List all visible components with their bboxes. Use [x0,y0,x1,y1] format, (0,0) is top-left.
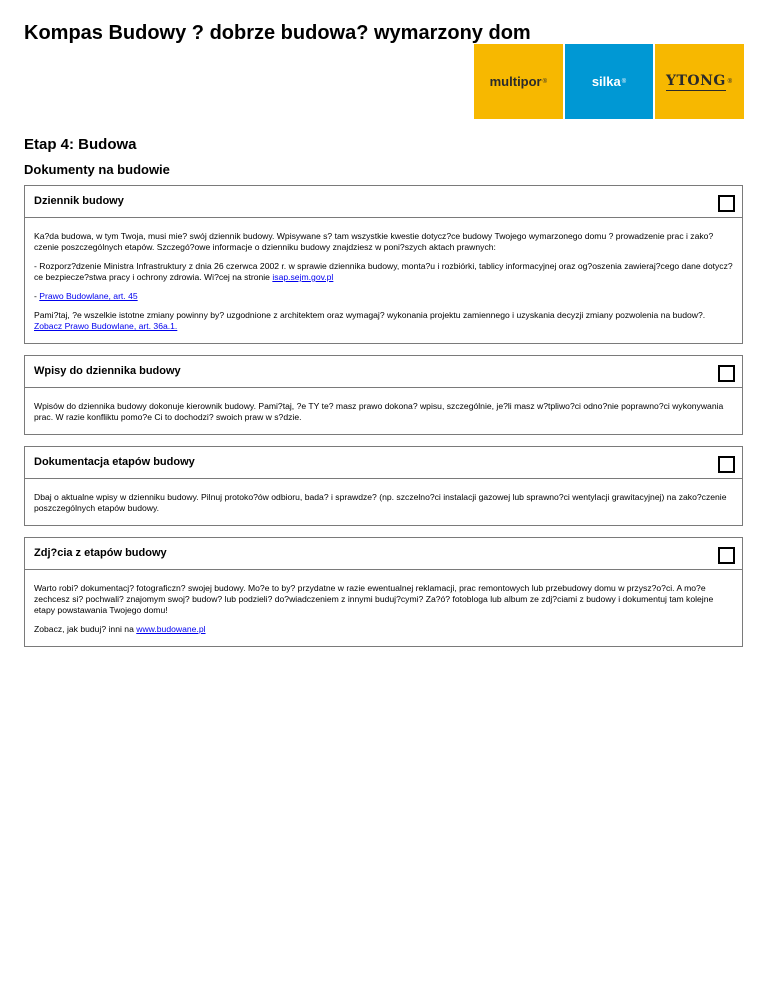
budowane-link[interactable]: www.budowane.pl [136,624,206,634]
checklist-item-body [25,570,742,646]
checklist-item-header [25,538,742,570]
brand-logos [474,44,744,119]
ytong-logo: YTONG ® [655,44,744,119]
multipor-logo: multipor ® [474,44,563,119]
checklist-item-title: Dokumentacja etapów budowy [34,456,195,468]
checklist-item-zdjecia [24,537,743,647]
checklist-item-body [25,479,742,525]
paragraph: Ka?da budowa, w tym Twoja, musi mie? swój dziennik budowy. Wpisywane s? tam wszystkie kwestie dotycz?ce budowy Twojego wymarzonego domu ? prowadzenie prac i zako?czenie poszczególnych etapów. Szczegó?owe informacje o dzienniku budowy znajdziesz w poni?szych aktach prawnych: [34,231,714,252]
checklist-item-body [25,218,742,343]
checklist-checkbox[interactable] [718,365,735,382]
checklist-item-header [25,186,742,218]
checklist-item-title: Wpisy do dziennika budowy [34,365,181,377]
paragraph: Warto robi? dokumentacj? fotograficzn? swojej budowy. Mo?e to by? przydatne w razie ewentualnej reklamacji, prac remontowych lub przebudowy domu w przysz?o?ci. A mo?e zechcesz si? pochwali? znajomym swoj? budow? lub podzieli? do?wiadczeniem z innymi buduj?cymi? Za?ó? fotobloga lub album ze zdj?ciami z budowy i dokumentuj tam kolejne etapy powstawania Twojego domu! [34,583,714,615]
paragraph: Dbaj o aktualne wpisy w dzienniku budowy. Pilnuj protoko?ów odbioru, bada? i sprawdze? (np. szczelno?ci instalacji gazowej lub sprawno?ci wentylacji grawitacyjnej) na zako?czenie poszczególnych etapów budowy. [34,492,727,513]
checklist-item-wpisy [24,355,743,435]
silka-logo: silka ® [565,44,654,119]
stage-title: Etap 4: Budowa [24,136,137,153]
paragraph: Zobacz, jak buduj? inni na www.budowane.pl [34,624,206,634]
checklist-item-title: Zdj?cia z etapów budowy [34,547,167,559]
checklist-item-body [25,388,742,434]
paragraph: - Prawo Budowlane, art. 45 [34,291,138,301]
checklist-checkbox[interactable] [718,547,735,564]
checklist-item-dokumentacja [24,446,743,526]
checklist-checkbox[interactable] [718,456,735,473]
page-title: Kompas Budowy ? dobrze budowa? wymarzony dom [24,22,531,44]
checklist [24,185,743,658]
paragraph: Pami?taj, ?e wszelkie istotne zmiany powinny by? uzgodnione z architektem oraz wymagaj? wykonania projektu zamiennego i uzyskania decyzji zmiany pozwolenia na budow?. Zobacz Prawo Budowlane, art. 36a.1. [34,310,706,331]
paragraph: Wpisów do dziennika budowy dokonuje kierownik budowy. Pami?taj, ?e TY te? masz prawo dokona? wpisu, szczególnie, je?li masz w?tpliwo?ci odno?nie poprawno?ci wykonywania prac. W razie konfliktu pomo?e Ci to dochodzi? swoich praw w s?dzie. [34,401,724,422]
checklist-item-dziennik-budowy [24,185,743,344]
isap-link[interactable]: isap.sejm.gov.pl [272,272,334,282]
checklist-item-title: Dziennik budowy [34,195,124,207]
checklist-item-header [25,447,742,479]
section-title: Dokumenty na budowie [24,162,170,177]
checklist-item-header [25,356,742,388]
prawo-budowlane-art45-link[interactable]: Prawo Budowlane, art. 45 [39,291,138,301]
paragraph: - Rozporz?dzenie Ministra Infrastruktury z dnia 26 czerwca 2002 r. w sprawie dziennika budowy, monta?u i rozbiórki, tablicy informacyjnej oraz og?oszenia zawieraj?cego dane dotycz?ce bezpiecze?stwa pracy i ochrony zdrowia. Wi?cej na stronie isap.sejm.gov.pl [34,261,733,282]
checklist-checkbox[interactable] [718,195,735,212]
prawo-budowlane-art36a-link[interactable]: Zobacz Prawo Budowlane, art. 36a.1. [34,321,178,331]
